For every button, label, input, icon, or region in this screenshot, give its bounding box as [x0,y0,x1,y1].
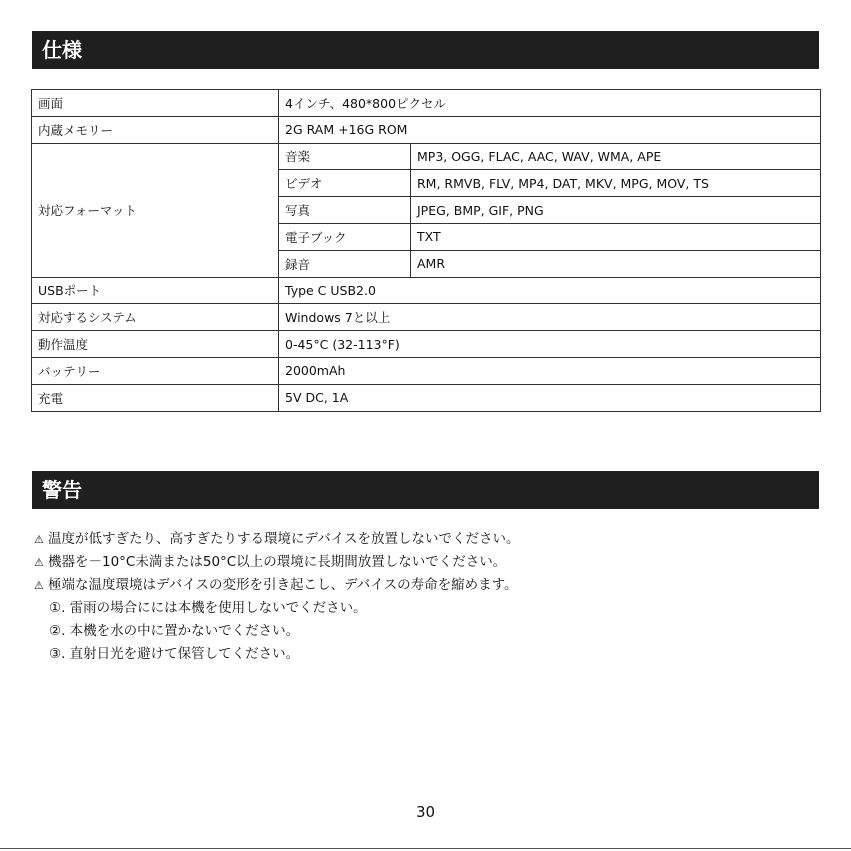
table-row [32,357,821,384]
format-type: 録音 [279,250,411,277]
format-value: MP3, OGG, FLAC, AAC, WAV, WMA, APE [411,143,821,170]
format-type: 写真 [279,197,411,224]
table-row [32,116,821,143]
table-row [32,143,821,170]
spec-value: Windows 7と以上 [279,304,821,331]
format-type: 音楽 [279,143,411,170]
format-value: TXT [411,223,821,250]
warning-item [34,551,814,574]
warning-text: 機器を－10°C未満または50°C以上の環境に長期間放置しないでください。 [48,554,507,570]
spec-label: バッテリー [32,357,279,384]
warning-item [34,528,814,551]
spec-label: 内蔵メモリー [32,116,279,143]
table-row [32,304,821,331]
table-row [32,331,821,358]
table-row [32,384,821,411]
format-value: JPEG, BMP, GIF, PNG [411,197,821,224]
warning-subitem: ③. 直射日光を避けて保管してください。 [49,646,300,662]
spec-value: 2G RAM +16G ROM [279,116,821,143]
spec-title: 仕様 [42,38,82,62]
spec-table [31,89,821,412]
format-value: AMR [411,250,821,277]
warning-text: 温度が低すぎたり、高すぎたりする環境にデバイスを放置しないでください。 [48,531,520,547]
format-type: 電子ブック [279,223,411,250]
warning-title: 警告 [42,478,82,502]
format-value: RM, RMVB, FLV, MP4, DAT, MKV, MPG, MOV, TS [411,170,821,197]
spec-value: Type C USB2.0 [279,277,821,304]
spec-label: 対応するシステム [32,304,279,331]
bottom-divider [0,848,851,849]
spec-label: USBポート [32,277,279,304]
warning-item [34,574,814,597]
warning-subitem: ①. 雷雨の場合にには本機を使用しないでください。 [49,600,367,616]
spec-value: 2000mAh [279,357,821,384]
warning-triangle-icon: ⚠ [34,533,44,546]
warning-triangle-icon: ⚠ [34,556,44,569]
spec-value: 0-45°C (32-113°F) [279,331,821,358]
warning-subitem: ②. 本機を水の中に置かないでください。 [49,623,300,639]
spec-section-header [32,31,819,69]
table-row [32,90,821,117]
warning-list [34,528,814,666]
spec-label: 画面 [32,90,279,117]
spec-label-formats: 対応フォーマット [32,143,279,277]
warning-section-header [32,471,819,509]
page-number: 30 [415,803,436,821]
warning-triangle-icon: ⚠ [34,579,44,592]
spec-label: 充電 [32,384,279,411]
spec-value: 4インチ、480*800ピクセル [279,90,821,117]
table-row [32,277,821,304]
format-type: ビデオ [279,170,411,197]
spec-value: 5V DC, 1A [279,384,821,411]
warning-text: 極端な温度環境はデバイスの変形を引き起こし、デバイスの寿命を縮めます。 [48,577,518,593]
spec-label: 動作温度 [32,331,279,358]
